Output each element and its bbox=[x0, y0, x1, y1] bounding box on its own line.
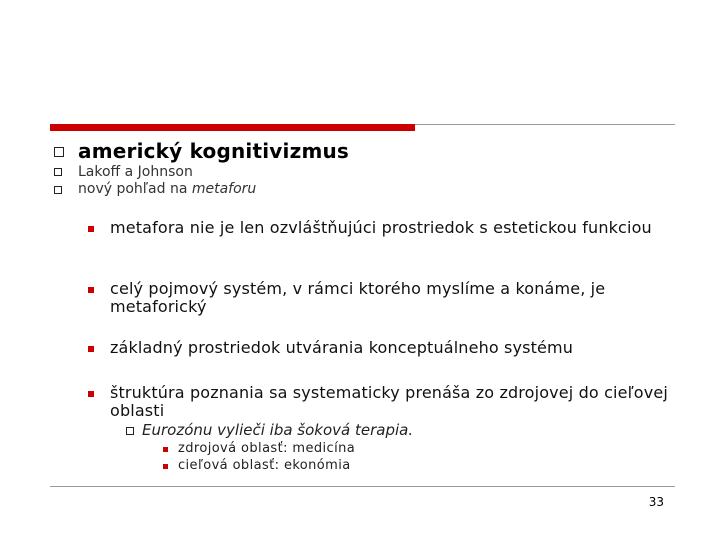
example-sentence: Eurozónu vylieči iba šoková terapia. bbox=[142, 421, 414, 439]
example-target-domain: cieľová oblasť: ekonómia bbox=[178, 458, 351, 473]
bullet-emphasis-metaphor: metaforu bbox=[191, 181, 257, 197]
red-square-bullet-icon bbox=[88, 226, 94, 232]
sub-point-3: základný prostriedok utvárania konceptuálneho systému bbox=[110, 338, 574, 357]
sub-point-4: štruktúra poznania sa systematicky prenáša zo zdrojovej do cieľovej oblasti bbox=[110, 383, 668, 420]
header-divider-line bbox=[415, 124, 675, 125]
bullet-new-view-text: nový pohľad na bbox=[78, 181, 192, 197]
hollow-square-bullet-icon bbox=[126, 427, 134, 435]
red-square-bullet-icon bbox=[88, 287, 94, 293]
footer-divider-line bbox=[50, 486, 675, 487]
slide-title: americký kognitivizmus bbox=[78, 139, 350, 163]
red-square-bullet-icon bbox=[163, 447, 168, 452]
header-accent-bar bbox=[50, 124, 415, 131]
hollow-square-bullet-icon bbox=[54, 147, 64, 157]
bullet-new-view bbox=[78, 181, 256, 197]
page-number: 33 bbox=[648, 495, 664, 509]
bullet-authors: Lakoff a Johnson bbox=[78, 164, 193, 180]
red-square-bullet-icon bbox=[88, 391, 94, 397]
sub-point-1: metafora nie je len ozvláštňujúci prostriedok s estetickou funkciou bbox=[110, 218, 652, 237]
hollow-square-bullet-icon bbox=[54, 186, 62, 194]
hollow-square-bullet-icon bbox=[54, 168, 62, 176]
red-square-bullet-icon bbox=[88, 346, 94, 352]
example-source-domain: zdrojová oblasť: medicína bbox=[178, 441, 356, 456]
red-square-bullet-icon bbox=[163, 464, 168, 469]
sub-point-2: celý pojmový systém, v rámci ktorého myslíme a konáme, je metaforický bbox=[110, 279, 606, 316]
